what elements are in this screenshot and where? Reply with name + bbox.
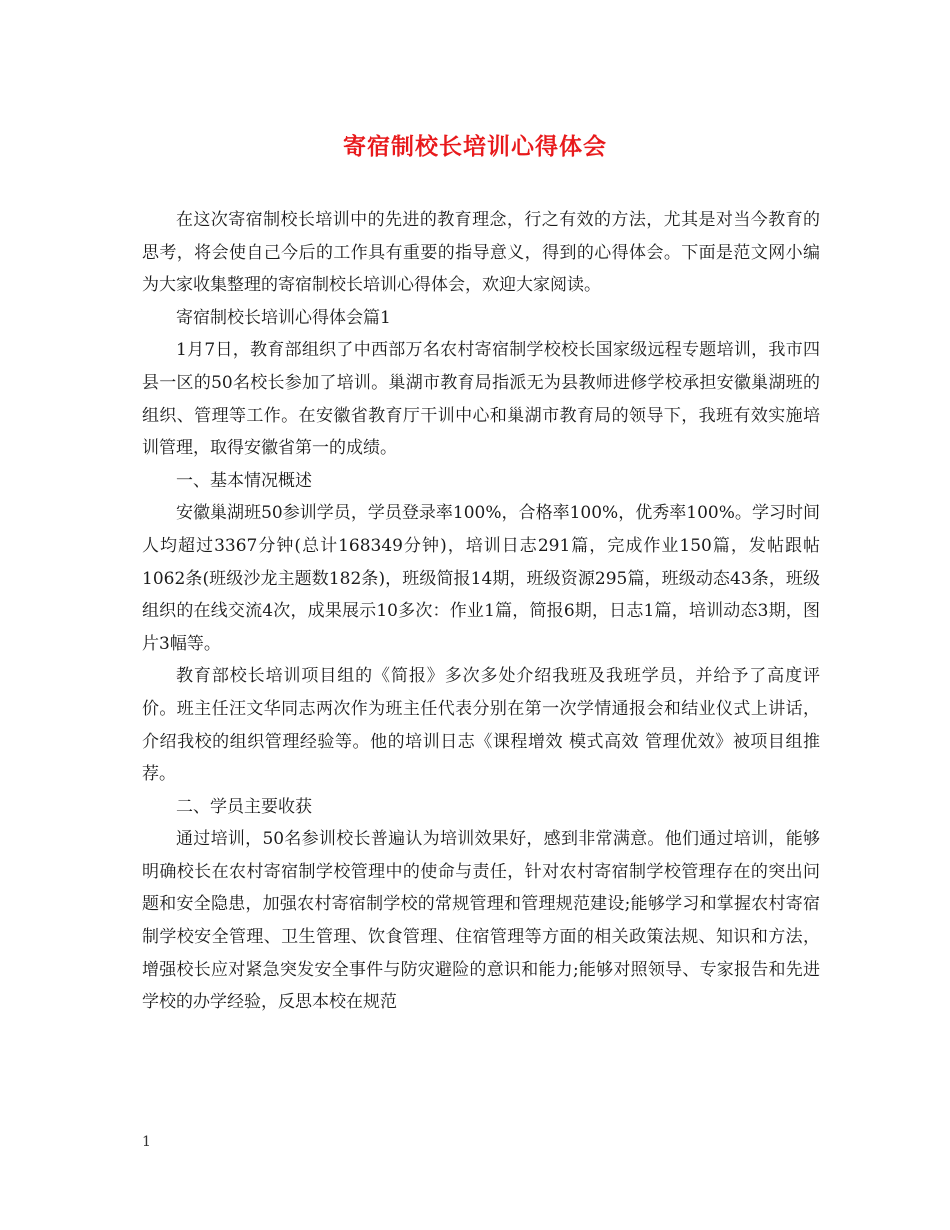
document-body (142, 204, 820, 1019)
paragraph-statistics: 安徽巢湖班50参训学员，学员登录率100%，合格率100%，优秀率100%。学习时间人均超过3367分钟(总计168349分钟)，培训日志291篇，完成作业150篇，发帖跟帖1062条(班级沙龙主题数182条)，班级简报14期，班级资源295篇，班级动态43条，班级组织的在线交流4次，成果展示10多次：作业1篇，简报6期，日志1篇，培训动态3期，图片3幅等。 (142, 503, 820, 654)
document-title: 寄宿制校长培训心得体会 (343, 133, 607, 160)
paragraph-evaluation: 教育部校长培训项目组的《简报》多次多处介绍我班及我班学员，并给予了高度评价。班主任汪文华同志两次作为班主任代表分别在第一次学情通报会和结业仪式上讲话，介绍我校的组织管理经验等。他的培训日志《课程增效 模式高效 管理优效》被项目组推荐。 (142, 666, 820, 785)
page-number: 1 (142, 1134, 151, 1150)
section-heading-basic-situation: 一、基本情况概述 (176, 470, 312, 491)
paragraph-training-overview: 1月7日，教育部组织了中西部万名农村寄宿制学校校长国家级远程专题培训，我市四县一区的50名校长参加了培训。巢湖市教育局指派无为县教师进修学校承担安徽巢湖班的组织、管理等工作。在安徽省教育厅干训中心和巢湖市教育局的领导下，我班有效实施培训管理，取得安徽省第一的成绩。 (142, 340, 820, 459)
paragraph-intro: 在这次寄宿制校长培训中的先进的教育理念，行之有效的方法，尤其是对当今教育的思考，将会使自己今后的工作具有重要的指导意义，得到的心得体会。下面是范文网小编为大家收集整理的寄宿制校长培训心得体会，欢迎大家阅读。 (142, 210, 820, 296)
paragraph-gains: 通过培训，50名参训校长普遍认为培训效果好，感到非常满意。他们通过培训，能够明确校长在农村寄宿制学校管理中的使命与责任，针对农村寄宿制学校管理存在的突出问题和安全隐患，加强农村寄宿制学校的常规管理和管理规范建设;能够学习和掌握农村寄宿制学校安全管理、卫生管理、饮食管理、住宿管理等方面的相关政策法规、知识和方法，增强校长应对紧急突发安全事件与防灾避险的意识和能力;能够对照领导、专家报告和先进学校的办学经验，反思本校在规范 (142, 829, 820, 1013)
section-heading-part1: 寄宿制校长培训心得体会篇1 (176, 307, 391, 328)
section-heading-gains: 二、学员主要收获 (176, 796, 312, 817)
